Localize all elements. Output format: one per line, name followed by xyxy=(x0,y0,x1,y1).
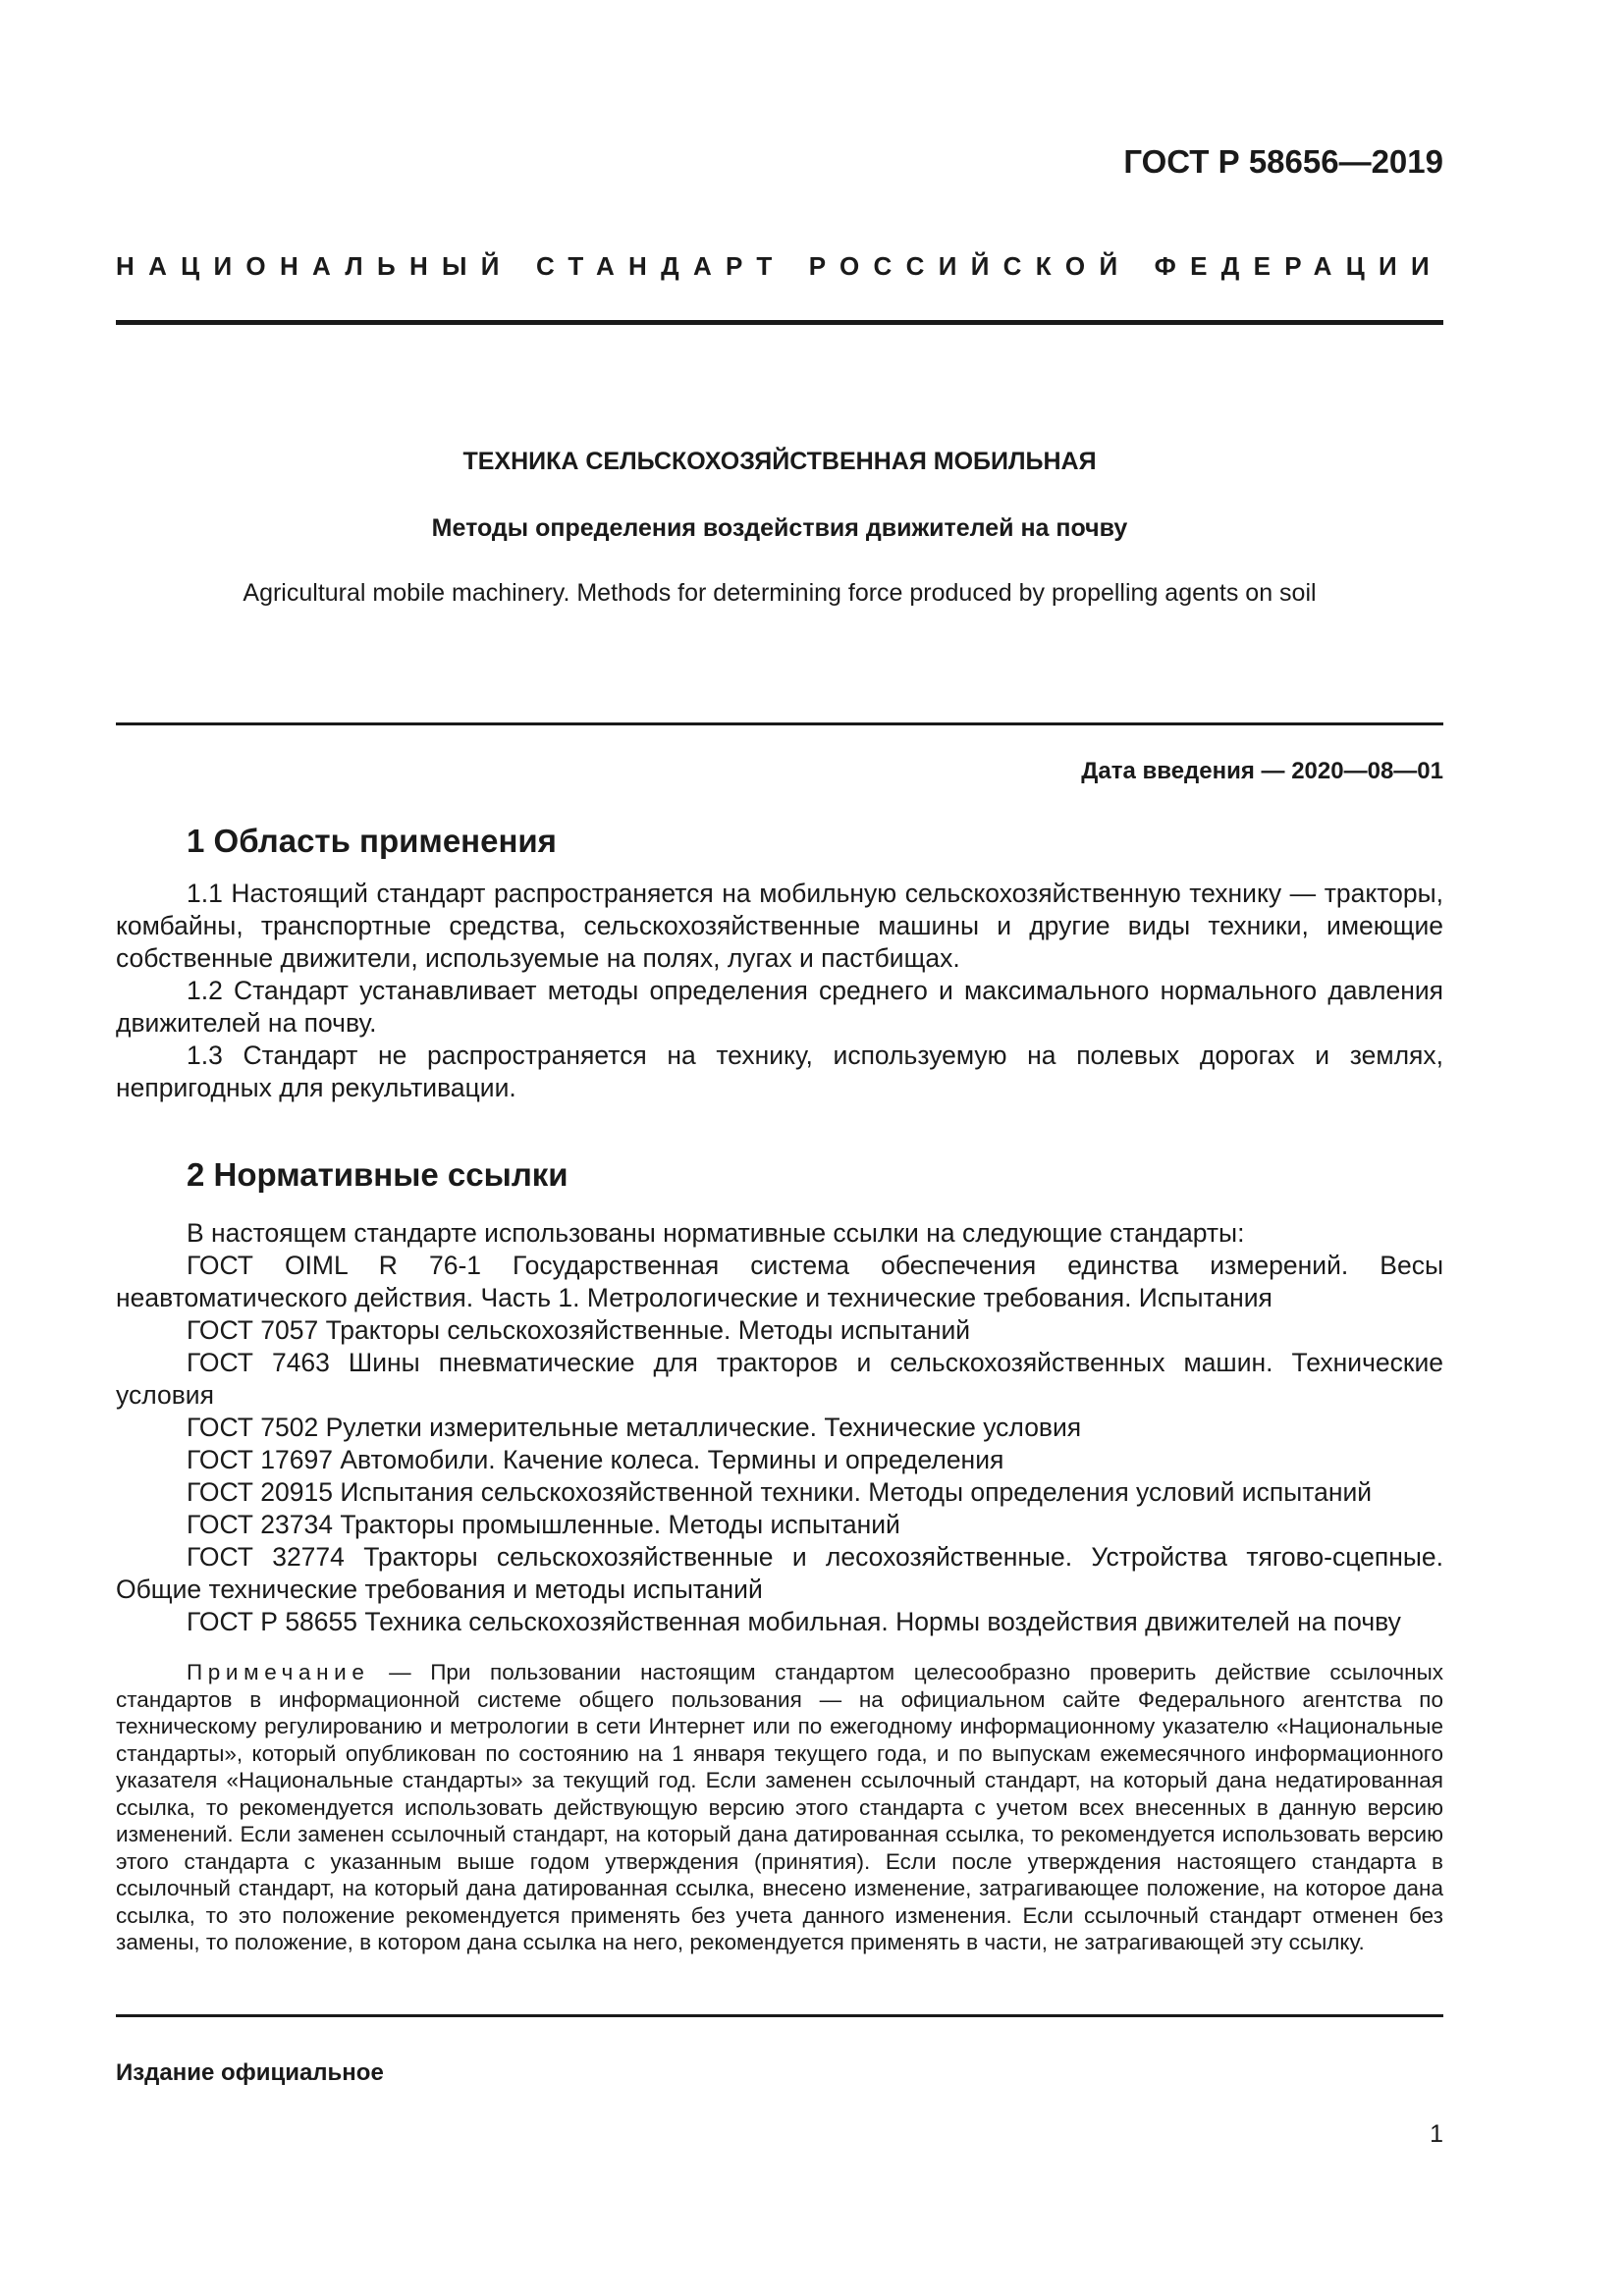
paragraph: В настоящем стандарте использованы нормативные ссылки на следующие стандарты: xyxy=(187,1218,1245,1248)
page-number: 1 xyxy=(1430,2120,1443,2148)
reference-item: ГОСТ Р 58655 Техника сельскохозяйственная мобильная. Нормы воздействия движителей на почву xyxy=(187,1607,1401,1636)
introduction-date: Дата введения — 2020—08—01 xyxy=(1081,758,1443,784)
section-heading-scope: 1 Область применения xyxy=(187,823,557,859)
banner-word: ФЕДЕРАЦИИ xyxy=(1154,251,1443,281)
banner-word: СТАНДАРТ xyxy=(536,251,786,281)
reference-item: ГОСТ OIML R 76-1 Государственная система обеспечения единства измерений. Весы неавтоматического действия. Часть 1. Метрологические и технические требования. Испытания xyxy=(116,1251,1443,1312)
paragraph: 1.1 Настоящий стандарт распространяется на мобильную сельскохозяйственную технику — тракторы, комбайны, транспортные средства, сельскохозяйственные машины и другие виды техники, имеющие собственные движители, используемые на полях, лугах и пастбищах. xyxy=(116,879,1443,973)
note-label: Примечание xyxy=(187,1660,370,1684)
banner-word: НАЦИОНАЛЬНЫЙ xyxy=(116,251,514,281)
note-text: — При пользовании настоящим стандартом целесообразно проверить действие ссылочных стандартов в информационной системе общего пользования — на официальном сайте Федерального агентства по техническому регулированию и метрологии в сети Интернет или по ежегодному информационному указателю «Национальные стандарты», который опубликован по состоянию на 1 января текущего года, и по выпускам ежемесячного информационного указателя «Национальные стандарты» за текущий год. Если заменен ссылочный стандарт, на который дана недатированная ссылка, то рекомендуется использовать действующую версию этого стандарта с учетом всех внесенных в данную версию изменений. Если заменен ссылочный стандарт, на который дана датированная ссылка, то рекомендуется использовать версию этого стандарта с указанным выше годом утверждения (принятия). Если после утверждения настоящего стандарта в ссылочный стандарт, на который дана датированная ссылка, внесено изменение, затрагивающее положение, на которое дана ссылка, то это положение рекомендуется применять без учета данного изменения. Если ссылочный стандарт отменен без замены, то положение, в котором дана ссылка на него, рекомендуется применять в части, не затрагивающей эту ссылку. xyxy=(116,1660,1443,1954)
document-code: ГОСТ Р 58656—2019 xyxy=(1123,143,1443,180)
reference-item: ГОСТ 20915 Испытания сельскохозяйственной техники. Методы определения условий испытаний xyxy=(187,1477,1373,1507)
title-divider xyxy=(116,722,1443,725)
document-subtitle: Методы определения воздействия движителей на почву xyxy=(431,514,1128,542)
national-standard-banner xyxy=(116,251,1443,282)
note-block xyxy=(116,1659,1443,1956)
document-title: ТЕХНИКА СЕЛЬСКОХОЗЯЙСТВЕННАЯ МОБИЛЬНАЯ xyxy=(462,448,1097,475)
reference-item: ГОСТ 23734 Тракторы промышленные. Методы испытаний xyxy=(187,1510,900,1539)
reference-item: ГОСТ 7463 Шины пневматические для тракторов и сельскохозяйственных машин. Технические условия xyxy=(116,1348,1443,1410)
reference-item: ГОСТ 7057 Тракторы сельскохозяйственные. Методы испытаний xyxy=(187,1315,971,1345)
banner-word: РОССИЙСКОЙ xyxy=(808,251,1132,281)
header-divider xyxy=(116,320,1443,325)
edition-label: Издание официальное xyxy=(116,2059,384,2086)
paragraph: 1.3 Стандарт не распространяется на технику, используемую на полевых дорогах и землях, непригодных для рекультивации. xyxy=(116,1041,1443,1102)
reference-item: ГОСТ 7502 Рулетки измерительные металлические. Технические условия xyxy=(187,1413,1082,1442)
section-heading-references: 2 Нормативные ссылки xyxy=(187,1156,568,1193)
note-paragraph xyxy=(116,1659,1443,1956)
section-references-body xyxy=(116,1217,1443,1638)
reference-item: ГОСТ 32774 Тракторы сельскохозяйственные и лесохозяйственные. Устройства тягово-сцепные. Общие технические требования и методы испытаний xyxy=(116,1542,1443,1604)
english-title: Agricultural mobile machinery. Methods for determining force produced by propelling agents on soil xyxy=(243,579,1317,607)
paragraph: 1.2 Стандарт устанавливает методы определения среднего и максимального нормального давления движителей на почву. xyxy=(116,976,1443,1038)
section-scope-body xyxy=(116,878,1443,1104)
footer-divider xyxy=(116,2014,1443,2017)
reference-item: ГОСТ 17697 Автомобили. Качение колеса. Термины и определения xyxy=(187,1445,1004,1474)
